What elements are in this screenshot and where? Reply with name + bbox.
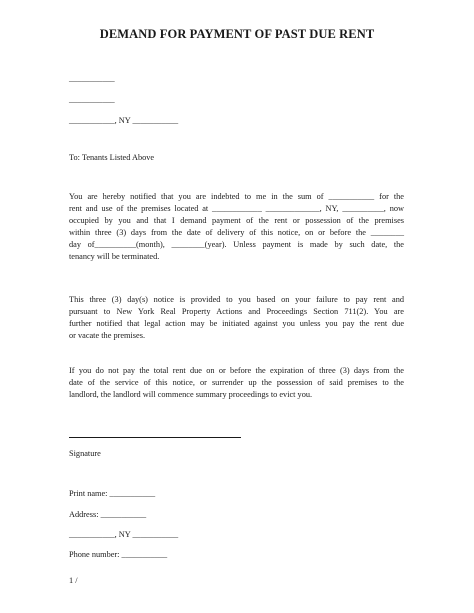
paragraph-1-line: occupied by you and that I demand payment of the rent or possession of the premises [69,216,404,226]
paragraph-2-line: This three (3) day(s) notice is provided to you based on your failure to pay rent and [69,295,404,304]
address-line: Address: ___________ [69,510,147,519]
paragraph-2-line: or vacate the premises. [69,331,146,341]
page-number: 1 / [69,576,78,585]
notice-paragraph-3 [69,365,404,401]
paragraph-1-line: tenancy will be terminated. [69,252,160,262]
landlord-name-blank: ___________ [69,74,115,83]
paragraph-2-line: further notified that legal action may be initiated against you unless you pay the rent due [69,319,404,329]
recipient-line: To: Tenants Listed Above [69,153,155,162]
paragraph-3-line: date of the service of this notice, or surrender up the possession of said premises to the [69,378,404,388]
signature-line [69,437,241,438]
paragraph-1-line: day of__________(month), ________(year). Unless payment is made by such date, the [69,240,404,250]
paragraph-1-line: You are hereby notified that you are indebted to me in the sum of ___________ for the [69,192,404,201]
landlord-city-line: ___________, NY ___________ [69,116,179,125]
print-name-line: Print name: ___________ [69,489,156,498]
city-state-line: ___________, NY ___________ [69,530,179,539]
landlord-street-blank: ___________ [69,95,115,104]
phone-number-line: Phone number: ___________ [69,550,168,559]
document-title: DEMAND FOR PAYMENT OF PAST DUE RENT [99,27,375,41]
paragraph-1-line: within three (3) days from the date of delivery of this notice, on or before the ________ [69,228,404,238]
notice-paragraph-2 [69,294,404,342]
paragraph-1-line: rent and use of the premises located at ____________ _____________, NY, __________, now [69,204,404,214]
paragraph-3-line: If you do not pay the total rent due on or before the expiration of three (3) days from the [69,366,404,375]
paragraph-2-line: pursuant to New York Real Property Actions and Proceedings Section 711(2). You are [69,307,404,317]
signature-label: Signature [69,449,101,458]
notice-paragraph-1 [69,191,404,264]
paragraph-3-line: landlord, the landlord will commence summary proceedings to evict you. [69,390,313,400]
